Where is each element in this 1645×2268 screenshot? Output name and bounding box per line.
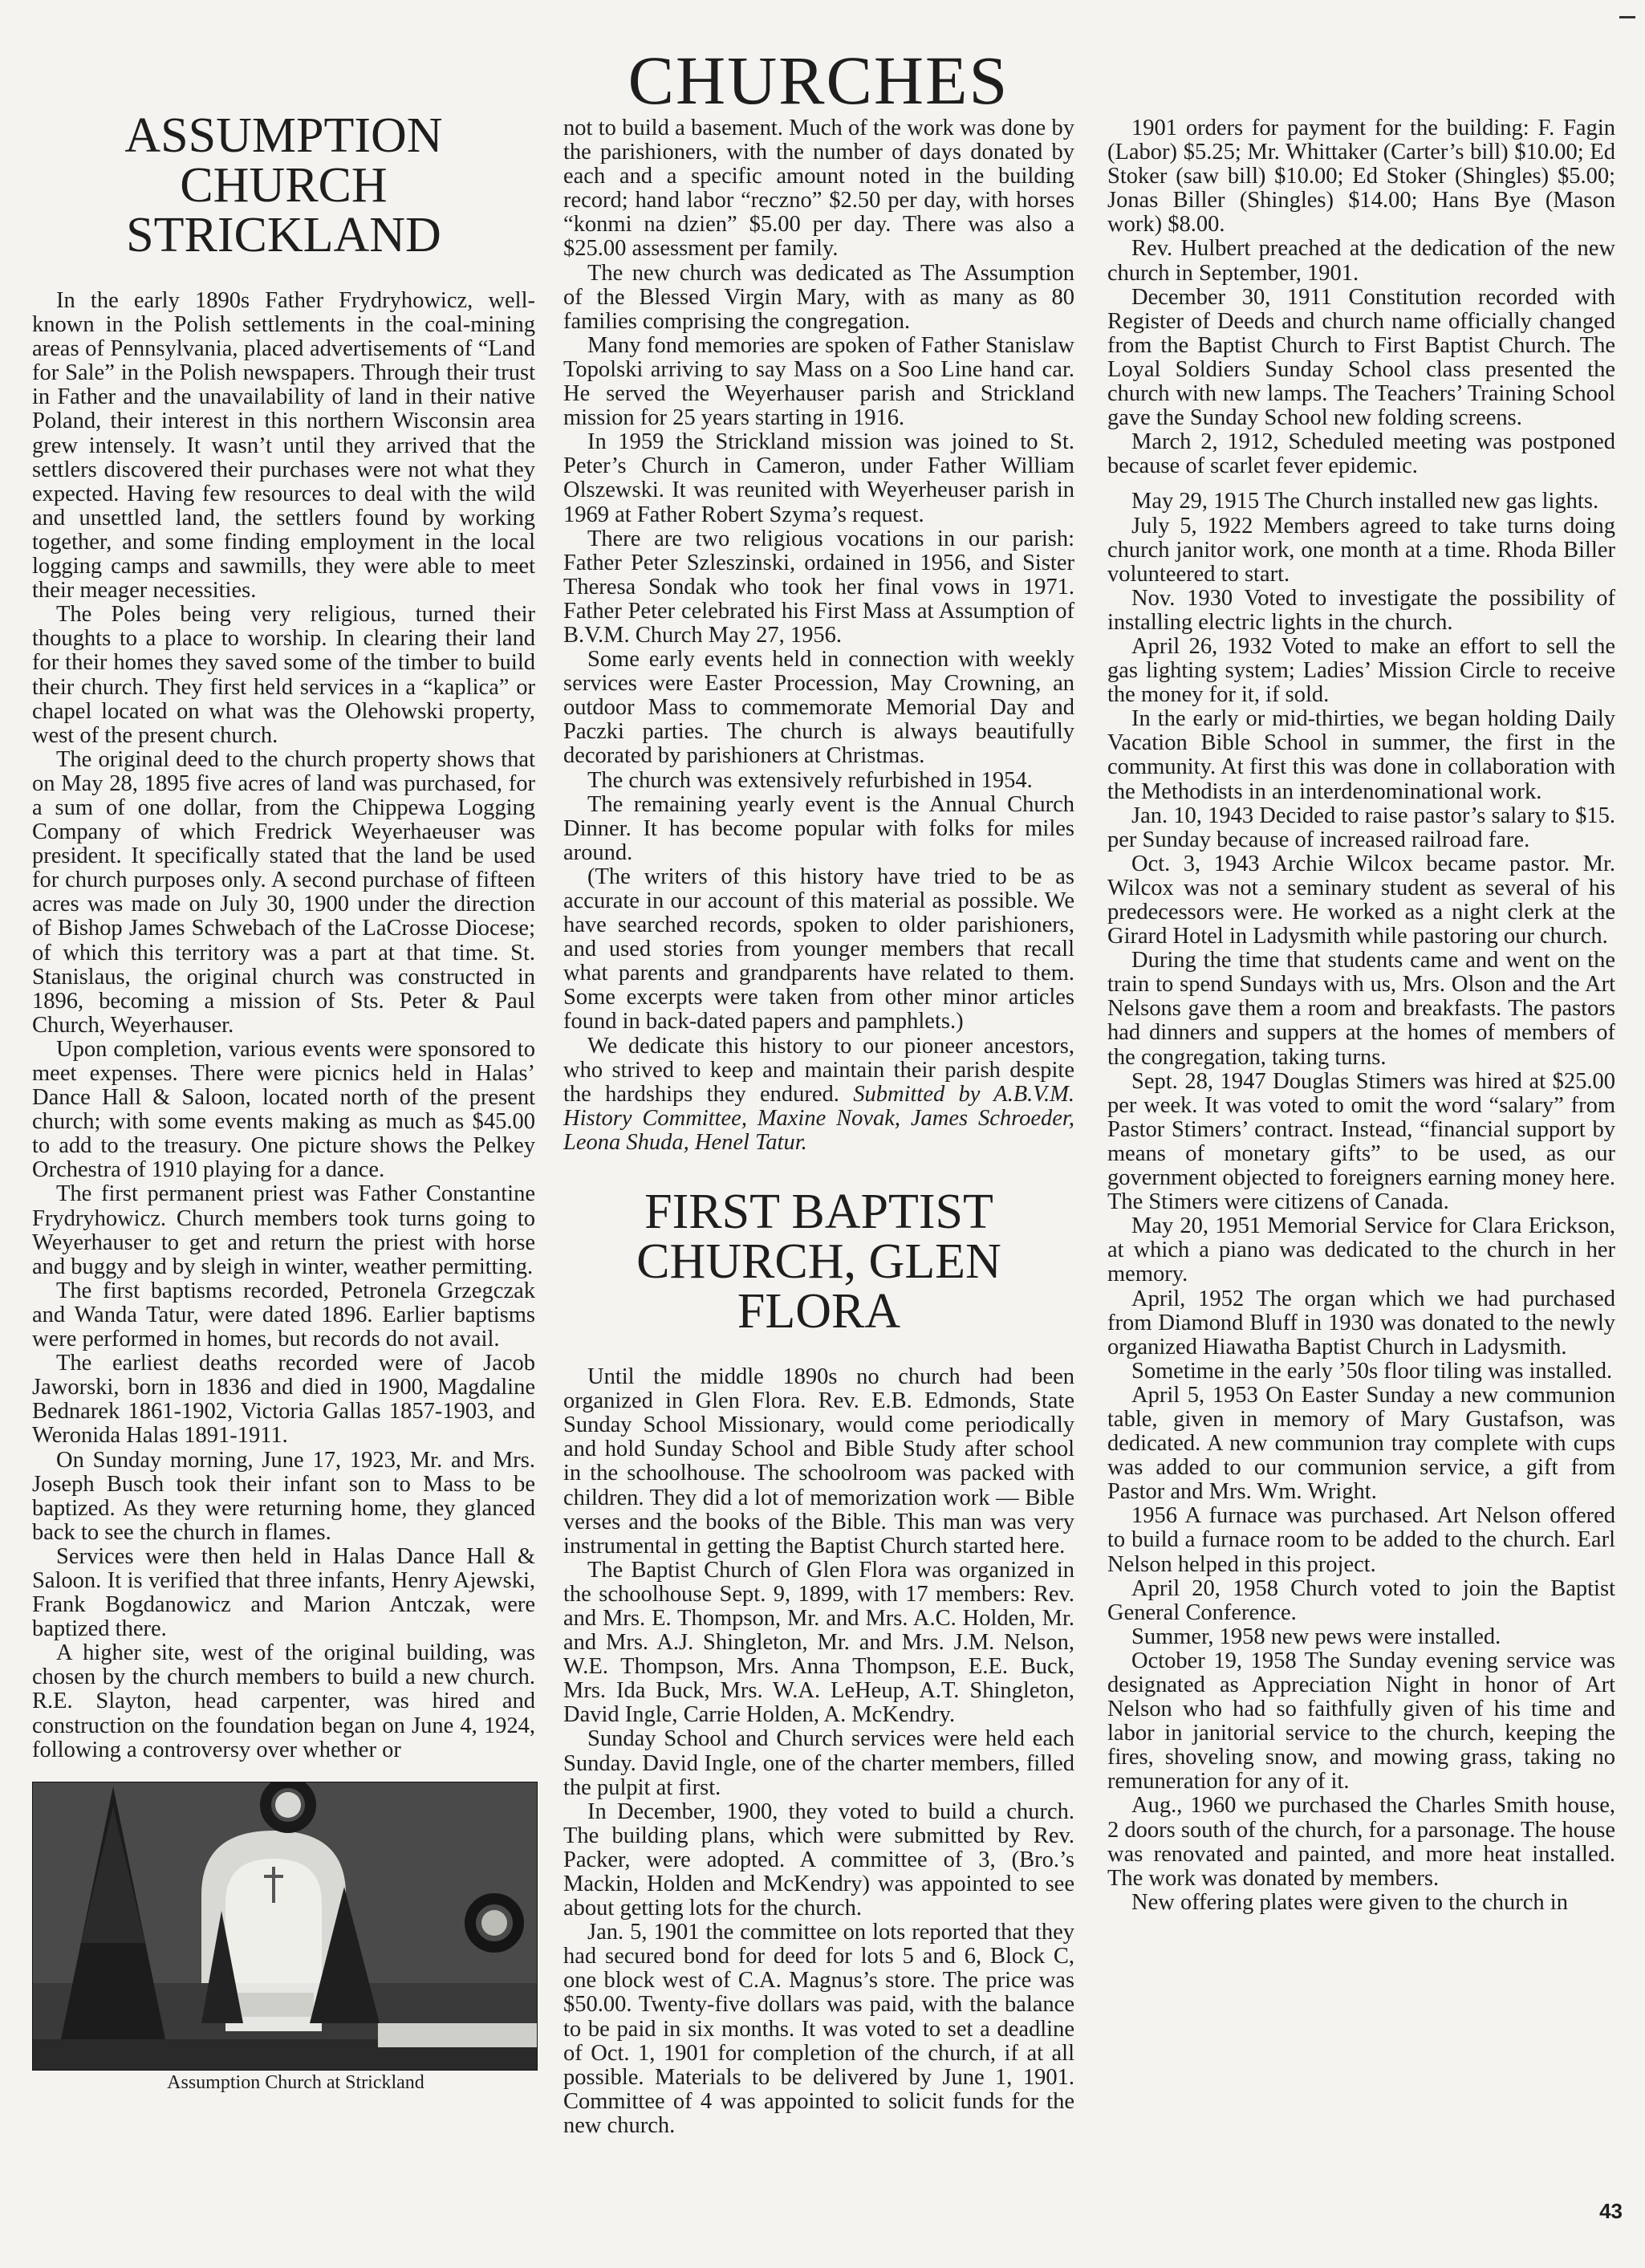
paragraph: In the early 1890s Father Frydryhowicz, well-known in the Polish settlements in the coal-mining areas of Pennsylvania, placed advertisements of “Land for Sale” in the Polish newspapers. Through their trust in Father and the unavailability of land in their native Poland, their interest in this northern Wisconsin area grew intensely. It wasn’t until they arrived that the settlers discovered their purchases were not what they expected. Having few resources to deal with the wild and unsettled land, the settlers found by working together, and some finding employment in the local logging camps and sawmills, they were able to meet their meager necessities. bbox=[32, 288, 535, 604]
paragraph: Oct. 3, 1943 Archie Wilcox became pastor. Mr. Wilcox was not a seminary student as several of his predecessors were. He worked as a night clerk at the Girard Hotel in Ladysmith while pastoring our church. bbox=[1107, 851, 1615, 949]
paragraph: (The writers of this history have tried to be as accurate in our account of this material as possible. We have searched records, spoken to older parishioners, and used stories from younger members that recall what parents and grandparents have related to them. Some excerpts were taken from other minor articles found in back-dated papers and pamphlets.) bbox=[563, 864, 1074, 1034]
heading-line: STRICKLAND bbox=[126, 208, 441, 262]
heading-line: ASSUMPTION bbox=[124, 108, 443, 163]
paragraph: April, 1952 The organ which we had purchased from Diamond Bluff in 1930 was donated to the newly organized Hiawatha Baptist Church in Ladysmith. bbox=[1107, 1286, 1615, 1360]
paragraph: During the time that students came and went on the train to spend Sundays with us, Mrs. Olson and the Art Nelsons gave them a room and breakfasts. The pastors had dinners and suppers at the homes of members of the congregation, taking turns. bbox=[1107, 948, 1615, 1070]
paragraph: The original deed to the church property shows that on May 28, 1895 five acres of land was purchased, for a sum of one dollar, from the Chippewa Logging Company of which Fredrick Weyerhaeuser was president. It specifically stated that the land be used for church purposes only. A second purchase of fifteen acres was made on July 30, 1900 under the direction of Bishop James Schwebach of the LaCrosse Diocese; of which this territory was a part at that time. St. Stanislaus, the original church was constructed in 1896, becoming a mission of Sts. Peter & Paul Church, Weyerhauser. bbox=[32, 746, 535, 1038]
paragraph: 1956 A furnace was purchased. Art Nelson offered to build a furnace room to be added to the church. Earl Nelson helped in this project. bbox=[1107, 1503, 1615, 1577]
paragraph: October 19, 1958 The Sunday evening service was designated as Appreciation Night in honor of Art Nelson who had so faithfully given of his time and labor in janitorial service to the church, keeping the fires, shoveling snow, and mowing grass, taking no remuneration for any of it. bbox=[1107, 1648, 1615, 1794]
photo-caption: Assumption Church at Strickland bbox=[167, 2071, 424, 2093]
paragraph: The Poles being very religious, turned their thoughts to a place to worship. In clearing their land for their homes they saved some of the timber to build their church. They first held services in a “kaplica” or chapel located on what was the Olehowski property, west of the present church. bbox=[32, 602, 535, 748]
paragraph: Sunday School and Church services were held each Sunday. David Ingle, one of the charter members, filled the pulpit at first. bbox=[563, 1726, 1074, 1800]
paragraph: Jan. 5, 1901 the committee on lots reported that they had secured bond for deed for lots 5 and 6, Block C, one block west of C.A. Magnus’s store. The price was $50.00. Twenty-five dollars was paid, with the balance to be paid in six months. It was voted to set a deadline of Oct. 1, 1901 for completion of the church, if at all possible. Materials to be delivered by June 1, 1901. Committee of 4 was appointed to solicit funds for the new church. bbox=[563, 1920, 1074, 2138]
paragraph: April 5, 1953 On Easter Sunday a new communion table, given in memory of Mary Gustafson, was dedicated. A new communion tray complete with cups was added to our communion service, a gift from Pastor and Mrs. Wm. Wright. bbox=[1107, 1382, 1615, 1505]
paragraph: New offering plates were given to the church in bbox=[1131, 1889, 1568, 1915]
paragraph: Summer, 1958 new pews were installed. bbox=[1131, 1624, 1501, 1649]
page-title: CHURCHES bbox=[628, 42, 1009, 119]
paragraph: In 1959 the Strickland mission was joined to St. Peter’s Church in Cameron, under Father William Olszewski. It was reunited with Weyerheuser parish in 1969 at Father Robert Szyma’s request. bbox=[563, 429, 1074, 527]
paragraph: The first permanent priest was Father Constantine Frydryhowicz. Church members took turns going to Weyerhauser to get and return the priest with horse and buggy and by sleigh in winter, weather permitting. bbox=[32, 1181, 535, 1279]
heading-line: FIRST BAPTIST bbox=[644, 1185, 993, 1240]
paragraph: Sept. 28, 1947 Douglas Stimers was hired at $25.00 per week. It was voted to omit the word “salary” from Pastor Stimers’ contract. Instead, “financial support by means of monetary gifts” to be used, as our government objected to foreigners earning money here. The Stimers were citizens of Canada. bbox=[1107, 1068, 1615, 1215]
closing-paragraph bbox=[563, 1034, 1074, 1155]
paragraph: On Sunday morning, June 17, 1923, Mr. and Mrs. Joseph Busch took their infant son to Mass to be baptized. As they were returning home, they glanced back to see the church in flames. bbox=[32, 1447, 535, 1545]
paragraph: Upon completion, various events were sponsored to meet expenses. There were picnics held in Halas’ Dance Hall & Saloon, located north of the present church; with some events making as much as $45.00 to add to the treasury. One picture shows the Pelkey Orchestra of 1910 playing for a dance. bbox=[32, 1036, 535, 1183]
paragraph: Some early events held in connection with weekly services were Easter Procession, May Crowning, an outdoor Mass to commemorate Memorial Day and Paczki parties. The church is always beautifully decorated by parishioners at Christmas. bbox=[563, 647, 1074, 769]
paragraph: Aug., 1960 we purchased the Charles Smith house, 2 doors south of the church, for a parsonage. The house was renovated and painted, and more heat installed. The work was donated by members. bbox=[1107, 1793, 1615, 1891]
paragraph: The first baptisms recorded, Petronela Grzegczak and Wanda Tatur, were dated 1896. Earlier baptisms were performed in homes, but records do not avail. bbox=[32, 1278, 535, 1352]
submitted-by: Submitted by A.B.V.M. History Committee, Maxine Novak, James Schroeder, Leona Shuda, Henel Tatur. bbox=[563, 1081, 1074, 1155]
paragraph: Sometime in the early ’50s floor tiling was installed. bbox=[1131, 1358, 1613, 1384]
heading-line: CHURCH bbox=[180, 158, 388, 213]
paragraph: The remaining yearly event is the Annual Church Dinner. It has become popular with folks for miles around. bbox=[563, 791, 1074, 865]
paragraph: The new church was dedicated as The Assumption of the Blessed Virgin Mary, with as many as 80 families comprising the congregation. bbox=[563, 260, 1074, 334]
paragraph: The earliest deaths recorded were of Jacob Jaworski, born in 1836 and died in 1900, Magdaline Bednarek 1861-1902, Victoria Gallas 1857-1903, and Weronida Halas 1891-1911. bbox=[32, 1351, 535, 1449]
paragraph: In the early or mid-thirties, we began holding Daily Vacation Bible School in summer, the first in the community. At first this was done in collaboration with the Methodists in an interdenominational work. bbox=[1107, 706, 1615, 804]
paragraph: May 29, 1915 The Church installed new gas lights. bbox=[1131, 489, 1599, 514]
paragraph: A higher site, west of the original building, was chosen by the church members to build a new church. R.E. Slayton, head carpenter, was hired and construction on the foundation began on June 4, 1924, following a controversy over whether or bbox=[32, 1640, 535, 1762]
paragraph: There are two religious vocations in our parish: Father Peter Szleszinski, ordained in 1956, and Sister Theresa Sondak who took her final vows in 1971. Father Peter celebrated his First Mass at Assumption of B.V.M. Church May 27, 1956. bbox=[563, 526, 1074, 648]
column-1 bbox=[32, 108, 535, 2095]
paragraph: Nov. 1930 Voted to investigate the possibility of installing electric lights in the church. bbox=[1107, 585, 1615, 635]
page-number: 43 bbox=[1599, 2199, 1623, 2223]
heading-line: FLORA bbox=[737, 1284, 901, 1339]
paragraph: The Baptist Church of Glen Flora was organized in the schoolhouse Sept. 9, 1899, with 17 members: Rev. and Mrs. E. Thompson, Mr. and Mrs. A.C. Holden, Mr. and Mrs. A.J. Shingleton, Mr. and Mrs. J.M. Nelson, W.E. Thompson, Mrs. Anna Thompson, E.E. Buck, Mrs. Ida Buck, Mrs. W.A. LeHeup, A.T. Shingleton, David Ingle, Carrie Holden, A. McKendry. bbox=[563, 1557, 1074, 1728]
paragraph: April 26, 1932 Voted to make an effort to sell the gas lighting system; Ladies’ Mission Circle to receive the money for it, if sold. bbox=[1107, 633, 1615, 708]
paragraph: July 5, 1922 Members agreed to take turns doing church janitor work, one month at a time. Rhoda Biller volunteered to start. bbox=[1107, 513, 1615, 587]
paragraph: 1901 orders for payment for the building: F. Fagin (Labor) $5.25; Mr. Whittaker (Carter’s bill) $10.00; Ed Stoker (saw bill) $10.00; Ed Stoker (Shingles) $5.00; Jonas Biller (Shingles) $14.00; Hans Bye (Mason work) $8.00. bbox=[1107, 116, 1615, 238]
paragraph: March 2, 1912, Scheduled meeting was postponed because of scarlet fever epidemic. bbox=[1107, 429, 1615, 479]
paragraph: not to build a basement. Much of the work was done by the parishioners, with the number of days donated by each and a specific amount noted in the building record; hand labor “reczno” $2.50 per day, with horses “konmi na dzien” $5.00 per day. There was also a $25.00 assessment per family. bbox=[563, 116, 1074, 262]
paragraph: Jan. 10, 1943 Decided to raise pastor’s salary to $15. per Sunday because of increased railroad fare. bbox=[1107, 803, 1615, 852]
paragraph: Services were then held in Halas Dance Hall & Saloon. It is verified that three infants, Henry Ajewski, Frank Bogdanowicz and Marion Antczak, were baptized there. bbox=[32, 1543, 535, 1642]
column-2 bbox=[563, 116, 1074, 2138]
column-3 bbox=[1107, 116, 1615, 1915]
paragraph: April 20, 1958 Church voted to join the Baptist General Conference. bbox=[1107, 1575, 1615, 1625]
paragraph: The church was extensively refurbished in 1954. bbox=[587, 767, 1033, 793]
heading-line: CHURCH, GLEN bbox=[636, 1234, 1001, 1290]
paragraph: In December, 1900, they voted to build a church. The building plans, which were submitted by Rev. Packer, were adopted. A committee of 3, (Bro.’s Mackin, Holden and McKendry) was appointed to see about getting lots for the church. bbox=[563, 1799, 1074, 1921]
paragraph: December 30, 1911 Constitution recorded with Register of Deeds and church name officially changed from the Baptist Church to First Baptist Church. The Loyal Soldiers Sunday School class presented the church with new lamps. The Teachers’ Training School gave the Sunday School new folding screens. bbox=[1107, 284, 1615, 431]
church-interior-photo bbox=[32, 1782, 538, 2071]
paragraph: Many fond memories are spoken of Father Stanislaw Topolski arriving to say Mass on a Soo Line hand car. He served the Weyerhauser parish and Strickland mission for 25 years starting in 1916. bbox=[563, 332, 1074, 431]
paragraph: Until the middle 1890s no church had been organized in Glen Flora. Rev. E.B. Edmonds, State Sunday School Missionary, would come periodically and hold Sunday School and Bible Study after school in the schoolhouse. The schoolroom was packed with children. They did a lot of memorization work — Bible verses and the books of the Bible. This man was very instrumental in getting the Baptist Church started here. bbox=[563, 1364, 1074, 1559]
paragraph: Rev. Hulbert preached at the dedication of the new church in September, 1901. bbox=[1107, 236, 1615, 286]
closing-text: We dedicate this history to our pioneer ancestors, who strived to keep and maintain their parish despite the hardships they endured. bbox=[563, 1033, 1074, 1107]
corner-mark bbox=[1619, 16, 1635, 18]
assumption-heading bbox=[32, 108, 535, 262]
first-baptist-heading bbox=[563, 1185, 1074, 1339]
paragraph: May 20, 1951 Memorial Service for Clara Erickson, at which a piano was dedicated to the church in her memory. bbox=[1107, 1213, 1615, 1287]
